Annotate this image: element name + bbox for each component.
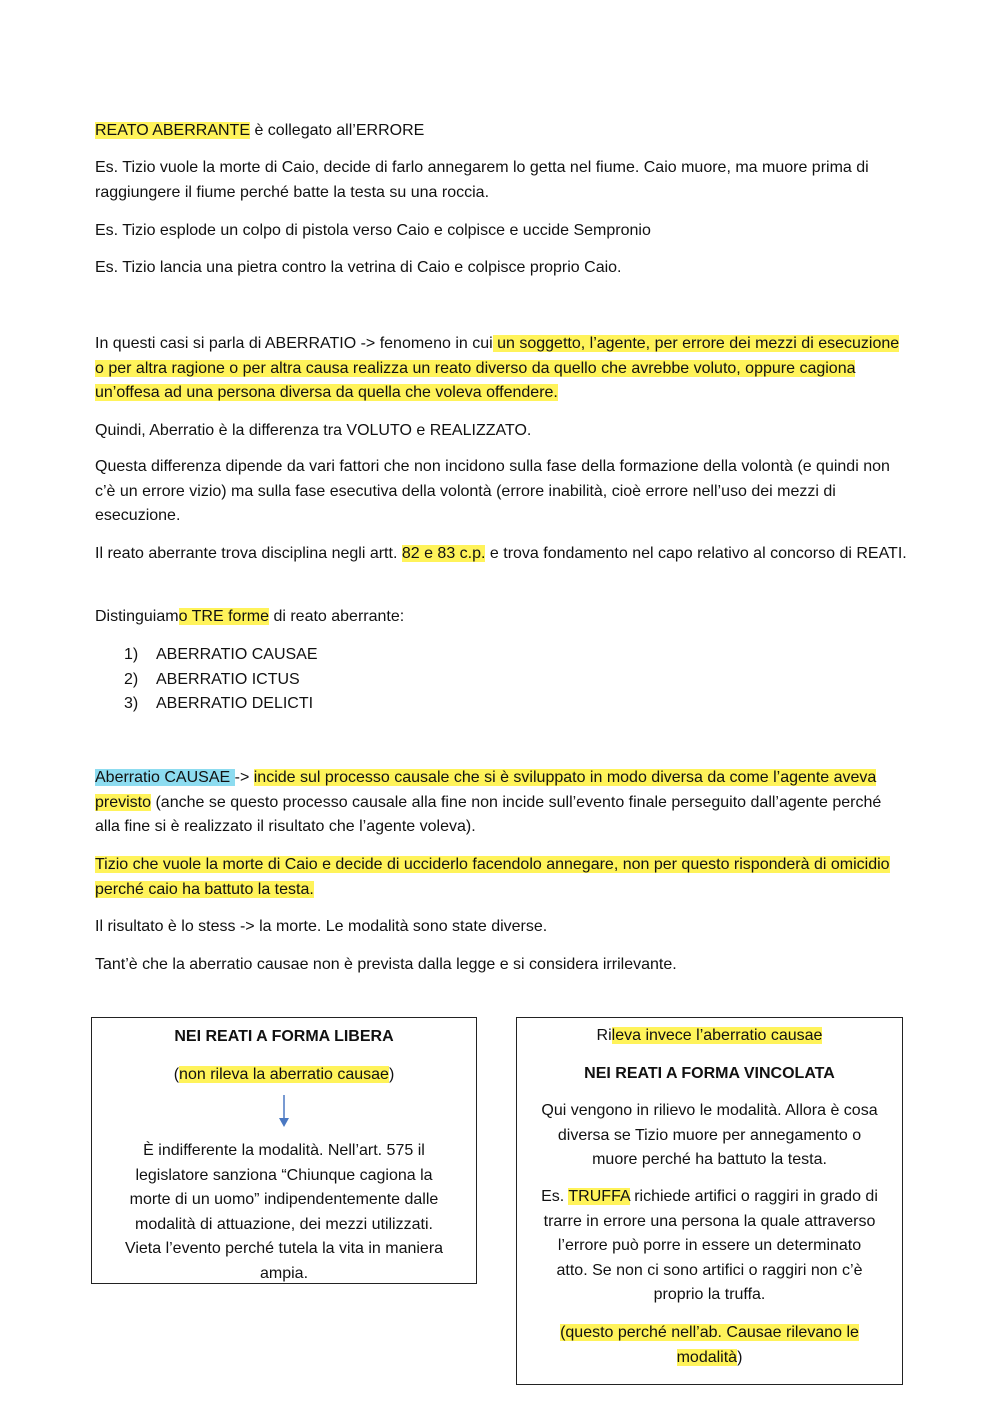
box-left-line: legislatore sanziona “Chiunque cagiona la — [135, 1166, 433, 1184]
box-left-subtitle-highlight: non rileva la aberratio causae — [179, 1066, 389, 1083]
list-item — [124, 643, 318, 668]
list-label: ABERRATIO CAUSAE — [156, 646, 318, 663]
box-left-line: È indifferente la modalità. Nell’art. 575 il — [143, 1142, 425, 1159]
list-item — [124, 668, 318, 693]
forme-list — [124, 643, 318, 717]
causae-rest: (anche se questo processo causale alla fine non incide sull’evento finale perseguito dall’agente perché alla fine si è realizzato il risultato che l’agente voleva). — [95, 793, 882, 835]
intro-heading-rest: è collegato all’ERRORE — [250, 122, 425, 139]
list-number: 1) — [124, 646, 139, 663]
intro-heading — [95, 119, 910, 144]
box-left-line: modalità di attuazione, dei mezzi utilizzati. — [135, 1215, 433, 1233]
box-right-line: Qui vengono in rilievo le modalità. Allora è cosa — [541, 1102, 878, 1119]
paren-open: ( — [173, 1066, 180, 1083]
truffa-highlight: TRUFFA — [568, 1188, 630, 1205]
example-1: Es. Tizio vuole la morte di Caio, decide di farlo annegarem lo getta nel fiume. Caio muore, ma muore prima di raggiungere il fiume perché batte la testa su una roccia. — [95, 159, 869, 201]
es-pre: Es. — [541, 1188, 569, 1205]
list-label: ABERRATIO ICTUS — [156, 670, 300, 688]
box-right-heading-pre: Ri — [596, 1027, 612, 1044]
paren-close: ) — [388, 1066, 395, 1083]
differenza-paragraph: Questa differenza dipende da vari fattori che non incidono sulla fase della formazione della volontà (e quindi non c’è un errore vizio) ma sulla fase esecutiva della volontà (errore inabilità, cioè errore nell’uso dei mezzi di esecuzione. — [95, 458, 890, 524]
box-right-line: atto. Se non ci sono artifici o raggiri non c’è — [556, 1261, 863, 1279]
box-right-note-line2 — [517, 1346, 902, 1371]
disciplina-pre: Il reato aberrante trova disciplina negli artt. — [95, 545, 402, 562]
example-2: Es. Tizio esplode un colpo di pistola verso Caio e colpisce e uccide Sempronio — [95, 222, 651, 239]
list-item — [124, 692, 318, 717]
box-right-heading-highlight: leva invece l’aberratio causae — [611, 1027, 823, 1044]
term-highlight: REATO ABERRANTE — [95, 122, 250, 139]
box-forma-vincolata — [516, 1017, 903, 1385]
box-right-line: trarre in errore una persona la quale attraverso — [543, 1212, 876, 1230]
note-close: ) — [737, 1348, 743, 1366]
voluto-realizzato: Quindi, Aberratio è la differenza tra VOLUTO e REALIZZATO. — [95, 422, 532, 439]
aberratio-definition — [95, 332, 910, 406]
note-highlight: (questo perché nell’ab. Causae rilevano le — [560, 1324, 859, 1341]
note-highlight: modalità — [676, 1348, 738, 1366]
articles-highlight: 82 e 83 c.p. — [401, 545, 486, 562]
box-right-heading — [517, 1024, 902, 1049]
box-right-note-line1 — [517, 1321, 902, 1346]
list-number: 3) — [124, 695, 139, 712]
causae-example-highlight: Tizio che vuole la morte di Caio e decide di ucciderlo facendolo annegare, non per questo risponderà di omicidio perché caio ha battuto la testa. — [95, 856, 890, 898]
aberratio-lead: In questi casi si parla di ABERRATIO -> fenomeno in cui — [95, 335, 493, 352]
example-3: Es. Tizio lancia una pietra contro la vetrina di Caio e colpisce proprio Caio. — [95, 259, 622, 276]
box-left-subtitle — [92, 1063, 476, 1088]
list-number: 2) — [124, 670, 139, 688]
box-left-line: ampia. — [259, 1264, 309, 1282]
aberratio-definition-highlight: un soggetto, l’agente, per errore dei mezzi di esecuzione o per altra ragione o per altra causa realizza un reato diverso da quello che avrebbe voluto, oppure cagiona un’offesa ad una persona diversa da quella che voleva offendere. — [95, 335, 900, 401]
disciplina-post: e trova fondamento nel capo relativo al concorso di REATI. — [485, 545, 907, 562]
forme-highlight: o TRE forme — [178, 608, 269, 625]
irrilevante-line: Tant’è che la aberratio causae non è prevista dalla legge e si considera irrilevante. — [95, 956, 677, 973]
box-right-line: muore perché ha battuto la testa. — [592, 1151, 827, 1168]
box-left-line: morte di un uomo” indipendentemente dalle — [129, 1191, 439, 1208]
forme-post: di reato aberrante: — [269, 608, 405, 625]
forme-pre: Distinguiam — [95, 608, 179, 625]
box-right-line: proprio la truffa. — [653, 1286, 766, 1303]
box-forma-libera — [91, 1017, 477, 1284]
box-right-es-line — [517, 1185, 902, 1210]
causae-arrow: -> — [234, 769, 254, 786]
arrow-down-icon — [278, 1094, 290, 1128]
box-left-line: Vieta l’evento perché tutela la vita in maniera — [124, 1240, 444, 1257]
causae-highlight: incide sul processo causale che si è sviluppato in modo diversa da come l’agente aveva previsto — [95, 769, 877, 811]
box-right-line: diversa se Tizio muore per annegamento o — [557, 1126, 862, 1144]
disciplina-paragraph — [95, 542, 910, 567]
list-label: ABERRATIO DELICTI — [156, 695, 314, 712]
es-post: richiede artifici o raggiri in grado di — [629, 1188, 878, 1205]
forme-intro — [95, 605, 910, 630]
causae-term-highlight: Aberratio CAUSAE — [95, 769, 235, 786]
box-left-title: NEI REATI A FORMA LIBERA — [174, 1028, 394, 1045]
box-right-line: l’errore può porre in essere un determinato — [557, 1237, 862, 1254]
causae-example — [95, 853, 910, 902]
causae-paragraph — [95, 766, 910, 840]
box-right-title: NEI REATI A FORMA VINCOLATA — [584, 1065, 835, 1082]
risultato-line: Il risultato è lo stess -> la morte. Le modalità sono state diverse. — [95, 918, 548, 935]
